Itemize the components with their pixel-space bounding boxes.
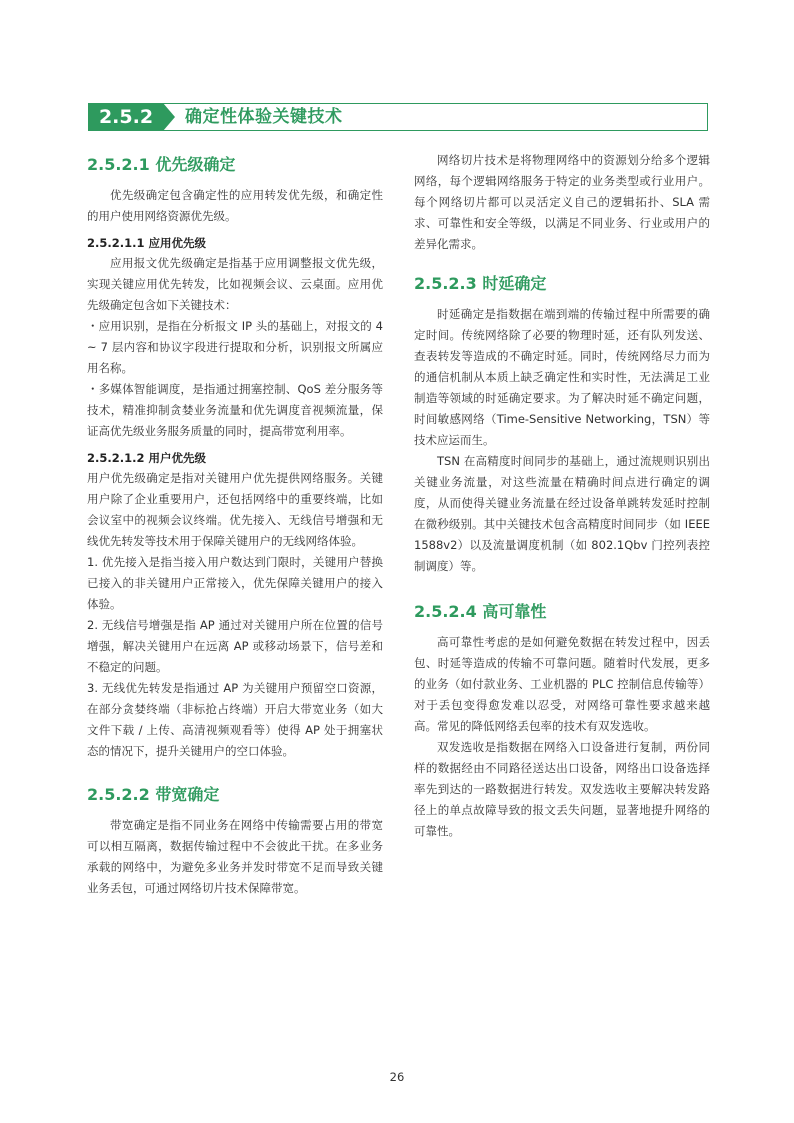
- para-delay-tsn: TSN 在高精度时间同步的基础上，通过流规则识别出关键业务流量，对这些流量在精确时间点进行确定的调度，从而使得关键业务流量在经过设备单跳转发延时控制在微秒级别。其中关键技术包含高精度时间同步（如 IEEE 1588v2）以及流量调度机制（如 802.1Qbv 门控列表控制调度）等。: [414, 454, 710, 573]
- section-arrow: [163, 103, 175, 131]
- heading-app-priority: 2.5.2.1.1 应用优先级: [87, 236, 206, 250]
- para-bandwidth: 带宽确定是指不同业务在网络中传输需要占用的带宽可以相互隔离，数据传输过程中不会彼此干扰。在多业务承载的网络中，为避免多业务并发时带宽不足而导致关键业务丢包，可通过网络切片技术保障带宽。: [87, 818, 383, 895]
- para-reliability-1: 高可靠性考虑的是如何避免数据在转发过程中，因丢包、时延等造成的传输不可靠问题。随着时代发展，更多的业务（如付款业务、工业机器的 PLC 控制信息传输等）对于丢包变得愈发难以忍受，对网络可靠性要求越来越高。常见的降低网络丢包率的技术有双发选收。: [414, 635, 710, 733]
- section-title: 确定性体验关键技术: [185, 107, 343, 127]
- para-network-slicing: 网络切片技术是将物理网络中的资源划分给多个逻辑网络，每个逻辑网络服务于特定的业务类型或行业用户。每个网络切片都可以灵活定义自己的逻辑拓扑、SLA 需求、可靠性和安全等级，以满足不同业务、行业或用户的差异化需求。: [414, 153, 710, 251]
- bullet-multimedia-scheduling: ・多媒体智能调度，是指通过拥塞控制、QoS 差分服务等技术，精准抑制贪婪业务流量和优先调度音视频流量，保证高优先级业务服务质量的同时，提高带宽利用率。: [87, 382, 383, 438]
- para-user-priority: 用户优先级确定是指对关键用户优先提供网络服务。关键用户除了企业重要用户，还包括网络中的重要终端，比如会议室中的视频会议终端。优先接入、无线信号增强和无线优先转发等技术用于保障关键用户的无线网络体验。: [87, 471, 383, 548]
- para-app-priority: 应用报文优先级确定是指基于应用调整报文优先级，实现关键应用优先转发，比如视频会议、云桌面。应用优先级确定包含如下关键技术：: [87, 256, 383, 312]
- right-column: [414, 150, 710, 842]
- para-priority: 优先级确定包含确定性的应用转发优先级，和确定性的用户使用网络资源优先级。: [87, 188, 383, 223]
- heading-reliability: 2.5.2.4 高可靠性: [414, 602, 547, 621]
- page-number: 26: [389, 1070, 405, 1084]
- heading-delay: 2.5.2.3 时延确定: [414, 274, 547, 293]
- heading-user-priority: 2.5.2.1.2 用户优先级: [87, 451, 206, 465]
- para-delay-1: 时延确定是指数据在端到端的传输过程中所需要的确定时间。传统网络除了必要的物理时延，还有队列发送、查表转发等造成的不确定时延。同时，传统网络尽力而为的通信机制从本质上缺乏确定性和实时性，无法满足工业制造等领域的时延确定要求。为了解决时延不确定问题，时间敏感网络（Time-Sensitive Networking，TSN）等技术应运而生。: [414, 307, 710, 447]
- item-wireless-priority: 3. 无线优先转发是指通过 AP 为关键用户预留空口资源，在部分贪婪终端（非标抢占终端）开启大带宽业务（如大文件下载 / 上传、高清视频观看等）使得 AP 处于拥塞状态的情况下，提升关键用户的空口体验。: [87, 681, 383, 758]
- section-number: 2.5.2: [89, 104, 163, 130]
- heading-bandwidth: 2.5.2.2 带宽确定: [87, 785, 220, 804]
- section-header: [88, 103, 708, 131]
- item-signal-enhance: 2. 无线信号增强是指 AP 通过对关键用户所在位置的信号增强，解决关键用户在远离 AP 或移动场景下，信号差和不稳定的问题。: [87, 618, 383, 674]
- para-reliability-dual: 双发选收是指数据在网络入口设备进行复制，两份同样的数据经由不同路径送达出口设备，网络出口设备选择率先到达的一路数据进行转发。双发选收主要解决转发路径上的单点故障导致的报文丢失问题，显著地提升网络的可靠性。: [414, 740, 710, 838]
- bullet-app-identify: ・应用识别，是指在分析报文 IP 头的基础上，对报文的 4 ~ 7 层内容和协议字段进行提取和分析，识别报文所属应用名称。: [87, 319, 383, 375]
- left-column: [87, 150, 383, 899]
- item-priority-access: 1. 优先接入是指当接入用户数达到门限时，关键用户替换已接入的非关键用户正常接入，优先保障关键用户的接入体验。: [87, 555, 383, 611]
- heading-priority: 2.5.2.1 优先级确定: [87, 155, 236, 174]
